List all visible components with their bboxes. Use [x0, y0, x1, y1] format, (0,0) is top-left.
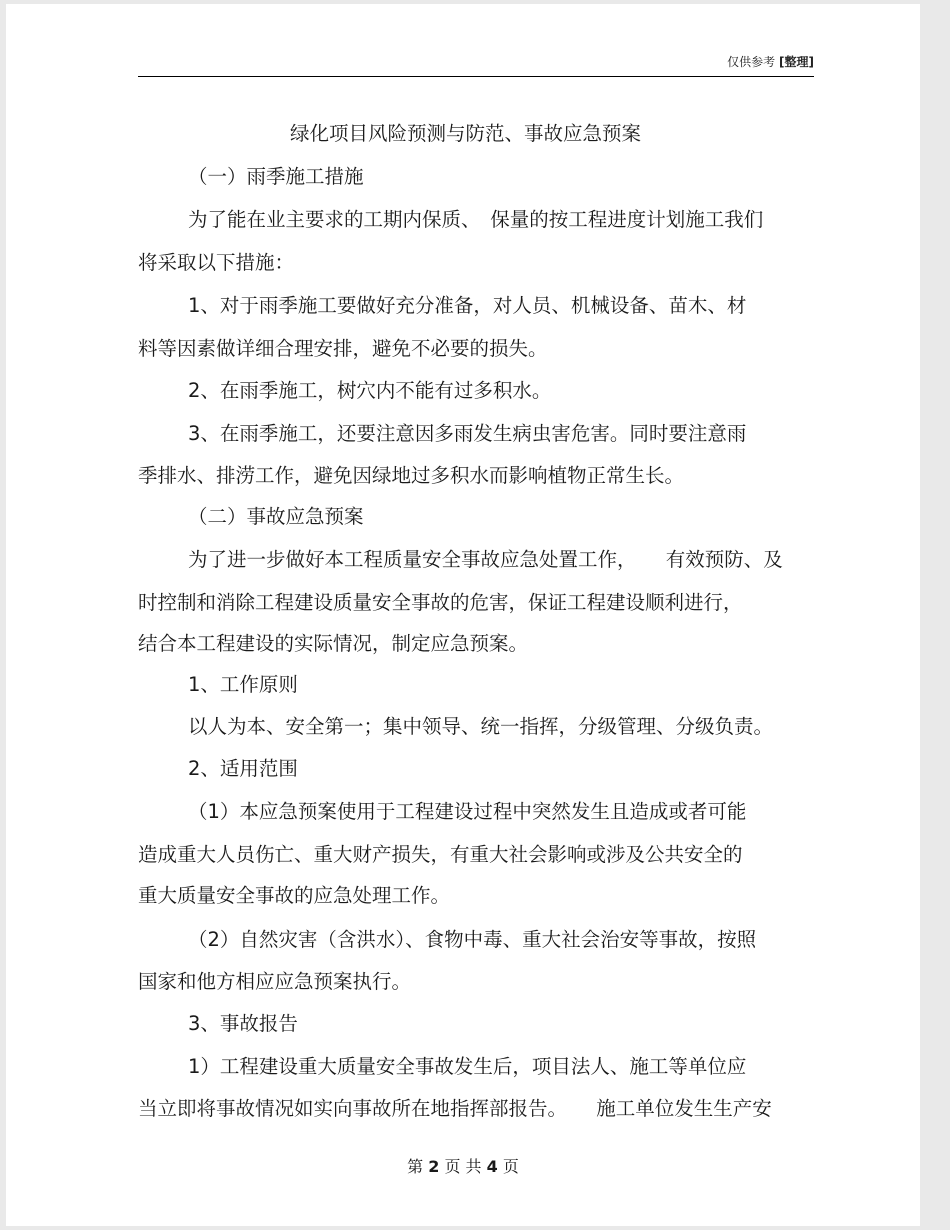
page-footer — [6, 1157, 920, 1177]
paragraph-line: 重大质量安全事故的应急处理工作。 — [138, 884, 451, 907]
document-page — [6, 4, 920, 1226]
footer-middle: 页 共 — [444, 1157, 482, 1176]
paragraph-line: （2）自然灾害（含洪水）、食物中毒、重大社会治安等事故，按照 — [188, 928, 757, 951]
paragraph-line: 1、对于雨季施工要做好充分准备，对人员、机械设备、苗木、材 — [188, 294, 747, 317]
section-heading-rainy-season: （一）雨季施工措施 — [188, 165, 364, 188]
page-header — [138, 54, 814, 70]
paragraph-line: （1）本应急预案使用于工程建设过程中突然发生且造成或者可能 — [188, 800, 747, 823]
paragraph-line: 1）工程建设重大质量安全事故发生后，项目法人、施工等单位应 — [188, 1055, 747, 1078]
header-tag: [整理] — [779, 55, 814, 69]
paragraph-line: 以人为本、安全第一；集中领导、统一指挥，分级管理、分级负责。 — [188, 715, 774, 738]
paragraph-line: 将采取以下措施： — [138, 251, 295, 274]
paragraph-line: 2、在雨季施工，树穴内不能有过多积水。 — [188, 379, 552, 402]
header-rule — [138, 76, 814, 77]
subsection-heading: 2、适用范围 — [188, 757, 298, 780]
paragraph-line: 季排水、排涝工作，避免因绿地过多积水而影响植物正常生长。 — [138, 464, 685, 487]
current-page-number: 2 — [428, 1157, 440, 1176]
paragraph-line: 国家和他方相应应急预案执行。 — [138, 970, 412, 993]
paragraph-line: 为了进一步做好本工程质量安全事故应急处置工作， 有效预防、及 — [188, 548, 783, 571]
header-note: 仅供参考 — [727, 55, 776, 69]
section-heading-emergency-plan: （二）事故应急预案 — [188, 505, 364, 528]
subsection-heading: 1、工作原则 — [188, 673, 298, 696]
paragraph-line: 当立即将事故情况如实向事故所在地指挥部报告。 施工单位发生生产安 — [138, 1097, 772, 1120]
paragraph-line: 结合本工程建设的实际情况，制定应急预案。 — [138, 632, 529, 655]
footer-suffix: 页 — [502, 1157, 519, 1176]
subsection-heading: 3、事故报告 — [188, 1012, 298, 1035]
paragraph-line: 3、在雨季施工，还要注意因多雨发生病虫害危害。同时要注意雨 — [188, 422, 747, 445]
total-page-count: 4 — [486, 1157, 498, 1176]
document-title: 绿化项目风险预测与防范、事故应急预案 — [290, 122, 642, 145]
footer-prefix: 第 — [407, 1157, 424, 1176]
paragraph-line: 料等因素做详细合理安排，避免不必要的损失。 — [138, 337, 548, 360]
paragraph-line: 时控制和消除工程建设质量安全事故的危害，保证工程建设顺利进行， — [138, 591, 743, 614]
paragraph-line: 为了能在业主要求的工期内保质、 保量的按工程进度计划施工我们 — [188, 208, 764, 231]
paragraph-line: 造成重大人员伤亡、重大财产损失，有重大社会影响或涉及公共安全的 — [138, 843, 743, 866]
